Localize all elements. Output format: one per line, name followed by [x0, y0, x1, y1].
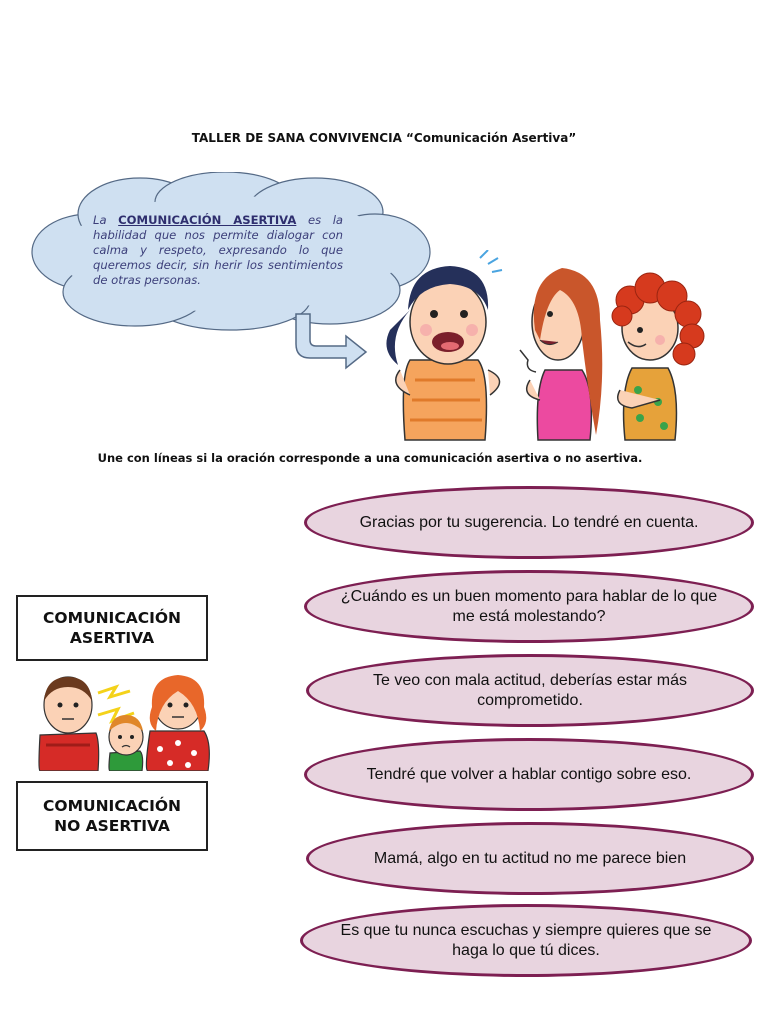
arguing-family-illustration: [38, 673, 213, 771]
sentence-option[interactable]: Tendré que volver a hablar contigo sobre eso.: [304, 738, 754, 811]
page-title: TALLER DE SANA CONVIVENCIA “Comunicación Asertiva”: [191, 131, 577, 145]
category-non-assertive-box[interactable]: COMUNICACIÓN NO ASERTIVA: [16, 781, 208, 851]
category-assertive-box[interactable]: COMUNICACIÓN ASERTIVA: [16, 595, 208, 661]
sentence-option[interactable]: Gracias por tu sugerencia. Lo tendré en cuenta.: [304, 486, 754, 559]
cloud-highlight: COMUNICACIÓN ASERTIVA: [118, 213, 297, 227]
sentence-option[interactable]: ¿Cuándo es un buen momento para hablar de lo que me está molestando?: [304, 570, 754, 643]
sentence-option[interactable]: Te veo con mala actitud, deberías estar más comprometido.: [306, 654, 754, 727]
sentence-option[interactable]: Mamá, algo en tu actitud no me parece bien: [306, 822, 754, 895]
cloud-lead: La: [93, 213, 107, 227]
sentence-option[interactable]: Es que tu nunca escuchas y siempre quieres que se haga lo que tú dices.: [300, 904, 752, 977]
instruction-text: Une con líneas si la oración corresponde a una comunicación asertiva o no asertiva.: [97, 451, 643, 465]
arrow-right-icon: [290, 312, 370, 372]
cloud-definition: [93, 213, 343, 288]
girls-talking-illustration: [370, 250, 742, 442]
cloud-rest: es la habilidad que nos permite dialogar con calma y respeto, expresando lo que queremos decir, sin herir los sentimientos de otras personas.: [93, 213, 344, 287]
